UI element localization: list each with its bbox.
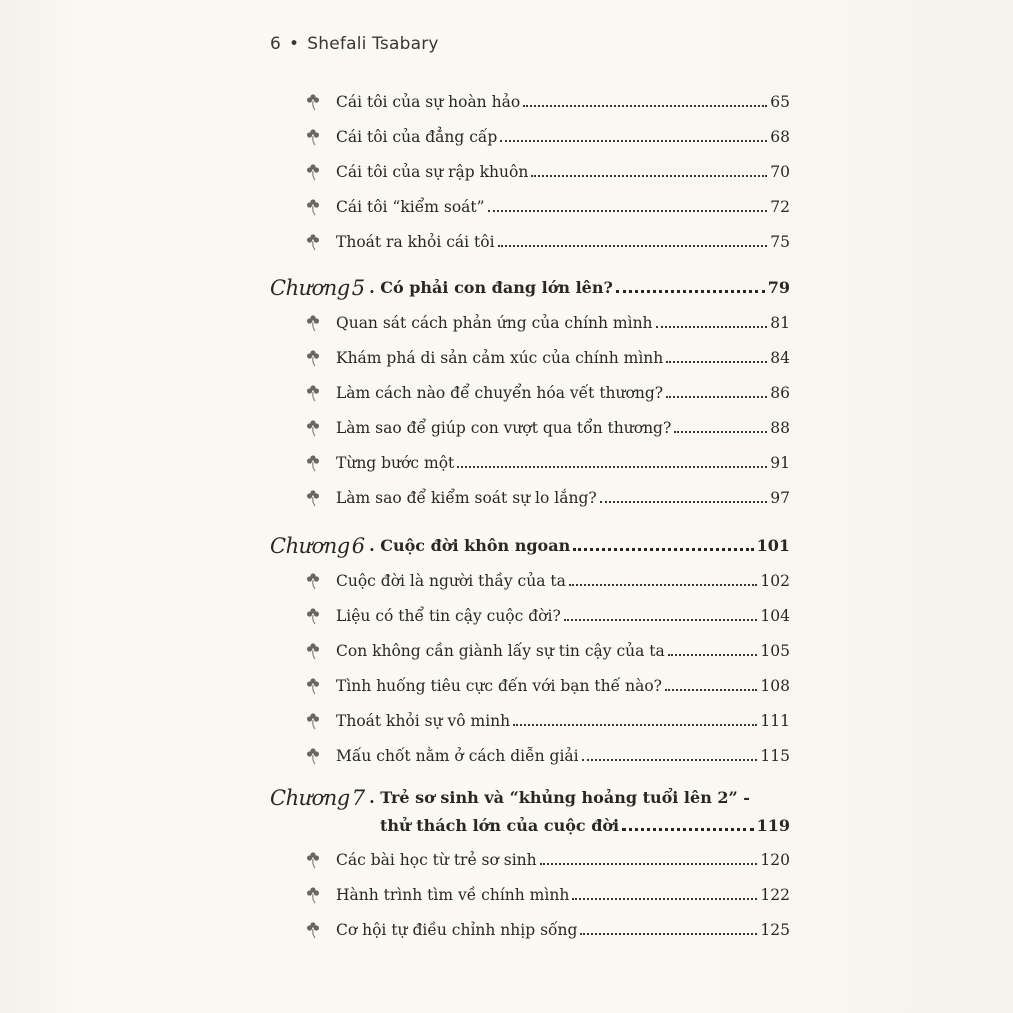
toc-entry-label: Khám phá di sản cảm xúc của chính mình <box>336 349 664 367</box>
toc-entry-page: 88 <box>770 419 790 437</box>
toc-entry[interactable] <box>270 571 790 591</box>
clover-icon <box>306 850 320 874</box>
header-separator: • <box>289 34 300 54</box>
toc-entry-label: Liệu có thể tin cậy cuộc đời? <box>336 607 561 625</box>
chapter-heading-7[interactable] <box>270 788 790 808</box>
toc-entry[interactable] <box>270 850 790 870</box>
clover-icon <box>306 348 320 372</box>
dot-leader <box>665 689 757 691</box>
toc-entry[interactable] <box>270 127 790 147</box>
clover-icon <box>306 885 320 909</box>
clover-icon <box>306 606 320 630</box>
toc-entry-page: 70 <box>770 163 790 181</box>
clover-icon <box>306 313 320 337</box>
toc-entry[interactable] <box>270 885 790 905</box>
chapter-heading-5[interactable] <box>270 278 790 298</box>
toc-entry-page: 122 <box>760 886 790 904</box>
toc-entry-label: Cái tôi của đẳng cấp <box>336 128 498 146</box>
clover-icon <box>306 676 320 700</box>
clover-icon <box>306 711 320 735</box>
chapter-title-line2: thử thách lớn của cuộc đời <box>380 816 620 835</box>
dot-leader <box>573 548 753 551</box>
dot-leader <box>656 326 768 328</box>
chapter-title-line1: . Trẻ sơ sinh và “khủng hoảng tuổi lên 2” - <box>369 788 750 807</box>
clover-icon <box>306 383 320 407</box>
toc-entry-label: Cái tôi của sự rập khuôn <box>336 163 529 181</box>
dot-leader <box>523 105 767 107</box>
chapter-word: Chương <box>270 534 350 558</box>
toc-entry[interactable] <box>270 676 790 696</box>
dot-leader <box>668 654 758 656</box>
dot-leader <box>666 361 767 363</box>
toc-entry[interactable] <box>270 92 790 112</box>
toc-entry-page: 111 <box>760 712 790 730</box>
page-number: 6 <box>270 34 282 54</box>
toc-entry[interactable] <box>270 383 790 403</box>
chapter-title: . Có phải con đang lớn lên? <box>369 278 613 297</box>
toc-entry-label: Làm sao để kiểm soát sự lo lắng? <box>336 489 597 507</box>
clover-icon <box>306 746 320 770</box>
running-head <box>270 34 439 54</box>
clover-icon <box>306 92 320 116</box>
clover-icon <box>306 127 320 151</box>
toc-entry[interactable] <box>270 711 790 731</box>
toc-entry-label: Con không cần giành lấy sự tin cậy của ta <box>336 642 665 660</box>
dot-leader <box>531 175 767 177</box>
toc-entry-label: Cái tôi “kiểm soát” <box>336 198 485 216</box>
toc-entry[interactable] <box>270 313 790 333</box>
toc-entry-page: 68 <box>770 128 790 146</box>
dot-leader <box>674 431 767 433</box>
dot-leader <box>513 724 757 726</box>
chapter-title: . Cuộc đời khôn ngoan <box>369 536 571 555</box>
toc-entry-page: 91 <box>770 454 790 472</box>
dot-leader <box>582 759 758 761</box>
clover-icon <box>306 488 320 512</box>
clover-icon <box>306 162 320 186</box>
toc-entry[interactable] <box>270 162 790 182</box>
toc-entry-page: 125 <box>760 921 790 939</box>
dot-leader <box>580 933 757 935</box>
toc-entry-page: 97 <box>770 489 790 507</box>
toc-entry-page: 102 <box>760 572 790 590</box>
toc-entry[interactable] <box>270 641 790 661</box>
toc-entry-page: 75 <box>770 233 790 251</box>
dot-leader <box>600 501 768 503</box>
dot-leader <box>500 140 767 142</box>
dot-leader <box>457 466 767 468</box>
toc-entry-page: 104 <box>760 607 790 625</box>
toc-entry-label: Quan sát cách phản ứng của chính mình <box>336 314 653 332</box>
toc-entry[interactable] <box>270 746 790 766</box>
chapter-page: 79 <box>767 278 790 297</box>
clover-icon <box>306 641 320 665</box>
toc-entry[interactable] <box>270 348 790 368</box>
toc-entry-label: Tình huống tiêu cực đến với bạn thế nào? <box>336 677 662 695</box>
toc-entry-page: 81 <box>770 314 790 332</box>
toc-entry-label: Cái tôi của sự hoàn hảo <box>336 93 521 111</box>
toc-entry-label: Làm sao để giúp con vượt qua tổn thương? <box>336 419 672 437</box>
chapter-number: 7 <box>351 786 366 810</box>
toc-entry-label: Thoát ra khỏi cái tôi <box>336 233 495 251</box>
chapter-heading-7-continued[interactable] <box>380 816 790 836</box>
toc-entry-page: 105 <box>760 642 790 660</box>
chapter-word: Chương <box>270 786 350 810</box>
dot-leader <box>569 584 758 586</box>
clover-icon <box>306 418 320 442</box>
toc-entry-page: 72 <box>770 198 790 216</box>
toc-entry[interactable] <box>270 488 790 508</box>
toc-entry[interactable] <box>270 920 790 940</box>
clover-icon <box>306 197 320 221</box>
author-name: Shefali Tsabary <box>307 34 439 54</box>
toc-entry-label: Cuộc đời là người thầy của ta <box>336 572 566 590</box>
chapter-page: 101 <box>756 536 790 555</box>
toc-entry-label: Mấu chốt nằm ở cách diễn giải <box>336 747 579 765</box>
dot-leader <box>488 210 768 212</box>
toc-entry-page: 115 <box>760 747 790 765</box>
toc-entry[interactable] <box>270 197 790 217</box>
toc-entry[interactable] <box>270 232 790 252</box>
dot-leader <box>622 828 753 831</box>
toc-entry[interactable] <box>270 453 790 473</box>
toc-entry-page: 84 <box>770 349 790 367</box>
toc-entry-page: 120 <box>760 851 790 869</box>
toc-entry-label: Cơ hội tự điều chỉnh nhịp sống <box>336 921 578 939</box>
toc-entry-label: Làm cách nào để chuyển hóa vết thương? <box>336 384 664 402</box>
toc-entry-label: Thoát khỏi sự vô minh <box>336 712 511 730</box>
dot-leader <box>666 396 767 398</box>
clover-icon <box>306 571 320 595</box>
toc-entry[interactable] <box>270 606 790 626</box>
chapter-number: 6 <box>351 534 366 558</box>
toc-entry-label: Các bài học từ trẻ sơ sinh <box>336 851 537 869</box>
clover-icon <box>306 453 320 477</box>
clover-icon <box>306 920 320 944</box>
toc-entry-label: Hành trình tìm về chính mình <box>336 886 570 904</box>
toc-entry-page: 65 <box>770 93 790 111</box>
chapter-word: Chương <box>270 276 350 300</box>
chapter-page: 119 <box>756 816 790 835</box>
dot-leader <box>540 863 758 865</box>
toc-entry-page: 108 <box>760 677 790 695</box>
clover-icon <box>306 232 320 256</box>
toc-entry-page: 86 <box>770 384 790 402</box>
toc-entry[interactable] <box>270 418 790 438</box>
chapter-heading-6[interactable] <box>270 536 790 556</box>
chapter-number: 5 <box>351 276 366 300</box>
dot-leader <box>572 898 757 900</box>
toc-entry-label: Từng bước một <box>336 454 455 472</box>
dot-leader <box>564 619 758 621</box>
dot-leader <box>498 245 768 247</box>
dot-leader <box>616 290 765 293</box>
